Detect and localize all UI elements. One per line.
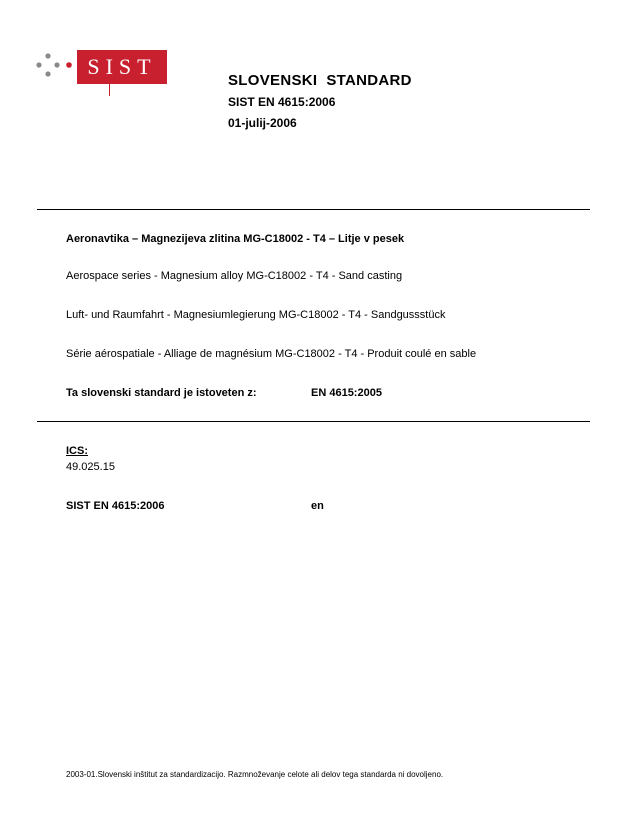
standard-code: SIST EN 4615:2006 [228, 95, 336, 109]
top-rule [37, 209, 590, 210]
standard-heading: SLOVENSKI STANDARD [228, 72, 412, 89]
title-english: Aerospace series - Magnesium alloy MG-C18002 - T4 - Sand casting [66, 270, 403, 282]
identity-label: Ta slovenski standard je istoveten z: [66, 387, 257, 399]
footer-notice: 2003-01.Slovenski inštitut za standardizacijo. Razmnoževanje celote ali delov tega standarda ni dovoljeno. [66, 770, 444, 779]
standard-date: 01-julij-2006 [228, 116, 297, 130]
logo-dots-icon [36, 52, 72, 86]
middle-rule [37, 421, 590, 422]
sist-logo: SIST [77, 50, 167, 84]
title-german: Luft- und Raumfahrt - Magnesiumlegierung MG-C18002 - T4 - Sandgussstück [66, 309, 446, 321]
logo-divider [109, 84, 110, 96]
summary-language: en [311, 500, 324, 512]
ics-label: ICS: [66, 445, 88, 457]
identity-value: EN 4615:2005 [311, 387, 382, 399]
title-slovenian: Aeronavtika – Magnezijeva zlitina MG-C18002 - T4 – Litje v pesek [66, 233, 405, 245]
title-french: Série aérospatiale - Alliage de magnésium MG-C18002 - T4 - Produit coulé en sable [66, 348, 477, 360]
ics-value: 49.025.15 [66, 461, 115, 473]
summary-code: SIST EN 4615:2006 [66, 500, 165, 512]
